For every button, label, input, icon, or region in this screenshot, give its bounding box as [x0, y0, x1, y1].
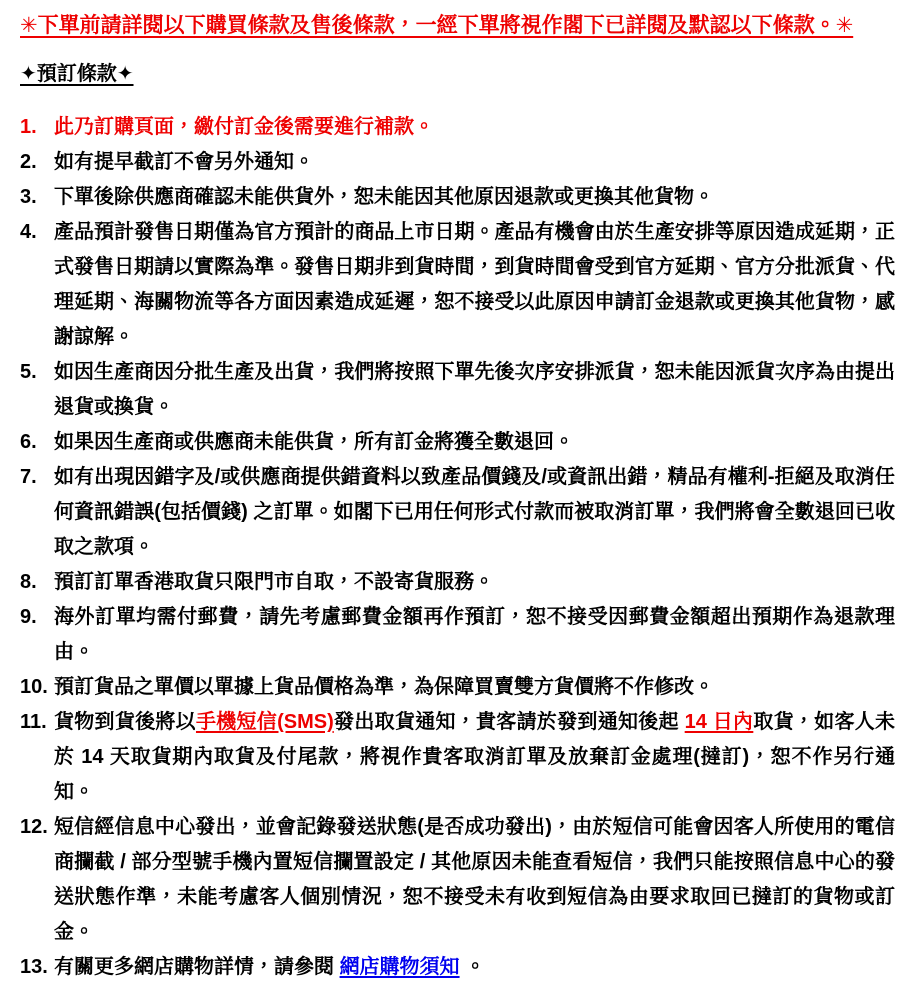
term-item-13 — [20, 950, 895, 985]
term-text — [54, 606, 895, 663]
term-text-segment: 海外訂單均需付郵費，請先考慮郵費金額再作預訂，恕不接受因郵費金額超出預期作為退款理由。 — [54, 606, 895, 663]
term-text — [54, 151, 314, 173]
term-number: 5. — [20, 361, 37, 383]
term-text-segment: 取貨，如客人未於 14 天取貨期內取貨及付尾款，將視作貴客取消訂單及放棄訂金處理(撻訂)，恕不作另行通知。 — [54, 711, 896, 803]
term-number: 9. — [20, 606, 37, 628]
term-text — [54, 571, 494, 593]
pre-order-warning-banner — [20, 12, 895, 39]
term-item-9 — [20, 600, 895, 670]
term-text-segment: 此乃訂購頁面，繳付訂金後需要進行補款。 — [54, 116, 434, 138]
term-text-segment: 發出取貨通知，貴客請於發到通知後起 — [333, 711, 685, 733]
term-number: 10. — [20, 676, 48, 698]
term-number: 3. — [20, 186, 37, 208]
term-text — [54, 466, 895, 558]
term-item-10 — [20, 670, 895, 705]
term-text-segment: 如有出現因錯字及/或供應商提供錯資料以致產品價錢及/或資訊出錯，精品有權利-拒絕及取消任何資訊錯誤(包括價錢) 之訂單。如閣下已用任何形式付款而被取消訂單，我們將會全數退回已收取之款項。 — [54, 466, 895, 558]
term-text — [54, 186, 714, 208]
term-item-1 — [20, 110, 895, 145]
term-item-5 — [20, 355, 895, 425]
term-text — [54, 431, 574, 453]
term-number: 8. — [20, 571, 37, 593]
term-text-segment: 貨物到貨後將以 — [54, 711, 196, 733]
term-item-4 — [20, 215, 895, 355]
term-text-segment: 下單後除供應商確認未能供貨外，恕未能因其他原因退款或更換其他貨物。 — [54, 186, 714, 208]
term-item-12 — [20, 810, 895, 950]
term-number: 11. — [20, 711, 47, 733]
term-text — [54, 221, 895, 348]
pre-order-warning-text: ✳下單前請詳閱以下購買條款及售後條款，一經下單將視作閣下已詳閱及默認以下條款。✳ — [20, 14, 854, 37]
term-number: 2. — [20, 151, 37, 173]
term-text — [54, 676, 714, 698]
term-number: 1. — [20, 116, 37, 138]
term-number: 13. — [20, 956, 48, 978]
term-number: 6. — [20, 431, 37, 453]
term-text-segment: 手機短信(SMS) — [195, 711, 334, 733]
term-item-11 — [20, 705, 895, 810]
term-text-segment: 14 日內 — [684, 711, 754, 733]
term-item-6 — [20, 425, 895, 460]
term-text-segment: 產品預計發售日期僅為官方預計的商品上市日期。產品有機會由於生產安排等原因造成延期，正式發售日期請以實際為準。發售日期非到貨時間，到貨時間會受到官方延期、官方分批派貨、代理延期、海關物流等各方面因素造成延遲，恕不接受以此原因申請訂金退款或更換其他貨物，感謝諒解。 — [54, 221, 895, 348]
term-text-segment: 如有提早截訂不會另外通知。 — [54, 151, 314, 173]
term-item-8 — [20, 565, 895, 600]
store-shopping-guide-link[interactable]: 網店購物須知 — [339, 956, 460, 978]
term-text-segment: 短信經信息中心發出，並會記錄發送狀態(是否成功發出)，由於短信可能會因客人所使用的電信商攔截 / 部分型號手機內置短信攔置設定 / 其他原因未能查看短信，我們只能按照信息中心的發送狀態作準，未能考慮客人個別情況，恕不接受未有收到短信為由要求取回已撻訂的貨物或訂金。 — [54, 816, 895, 943]
term-item-3 — [20, 180, 895, 215]
term-text — [54, 816, 895, 943]
term-text — [54, 711, 895, 803]
term-number: 7. — [20, 466, 37, 488]
term-text — [54, 116, 434, 138]
term-number: 12. — [20, 816, 48, 838]
term-text-segment: 如果因生產商或供應商未能供貨，所有訂金將獲全數退回。 — [54, 431, 574, 453]
section-heading-text: ✦預訂條款✦ — [20, 63, 134, 85]
term-text — [54, 361, 895, 418]
term-number: 4. — [20, 221, 37, 243]
terms-list — [20, 110, 895, 985]
section-heading — [20, 62, 895, 87]
term-item-7 — [20, 460, 895, 565]
term-text-segment: 預訂貨品之單價以單據上貨品價格為準，為保障買賣雙方貨價將不作修改。 — [54, 676, 714, 698]
term-text — [54, 956, 485, 978]
term-text-segment: 預訂訂單香港取貨只限門市自取，不設寄貨服務。 — [54, 571, 494, 593]
term-text-segment: 如因生產商因分批生產及出貨，我們將按照下單先後次序安排派貨，恕未能因派貨次序為由提出退貨或換貨。 — [54, 361, 895, 418]
term-item-2 — [20, 145, 895, 180]
term-text-segment: 。 — [459, 956, 486, 978]
term-text-segment: 有關更多網店購物詳情，請參閱 — [54, 956, 340, 978]
